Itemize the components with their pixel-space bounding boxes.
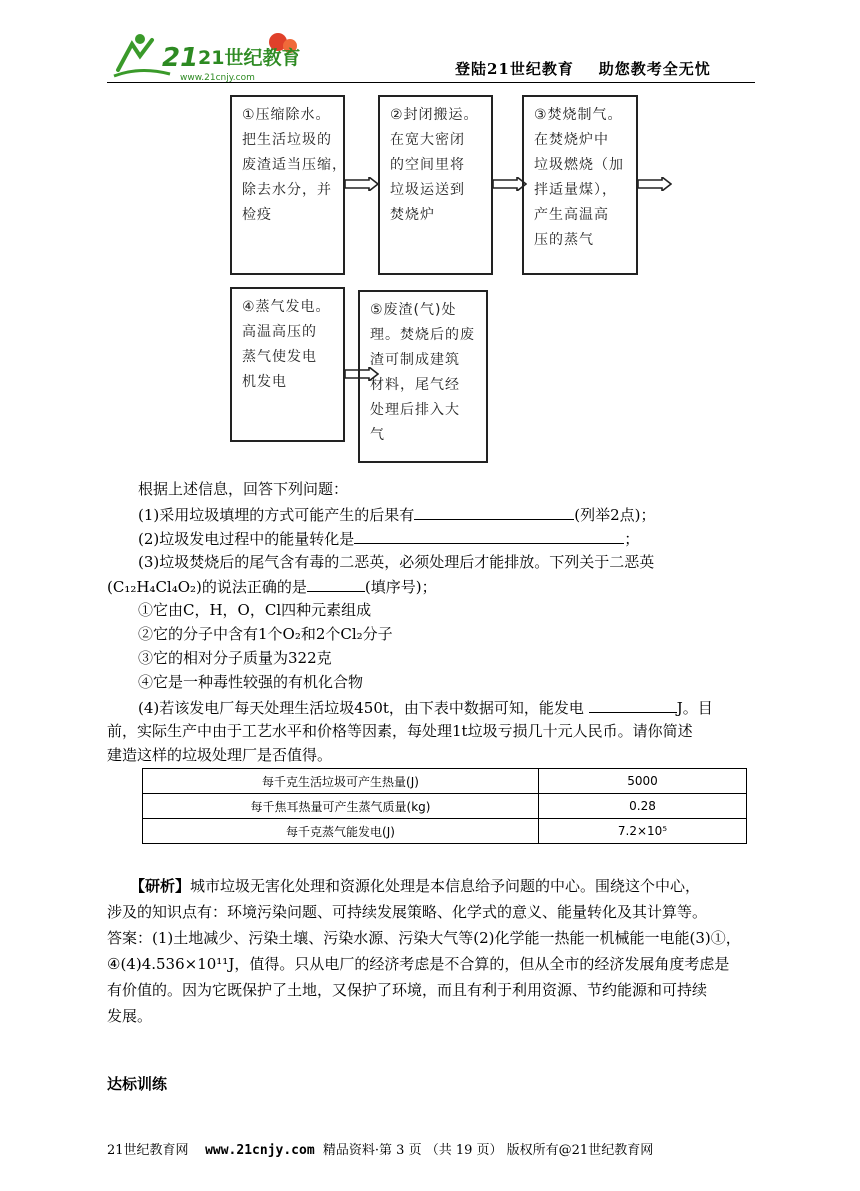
flow-step-residue: [358, 290, 488, 463]
flow-text: 机发电: [242, 374, 287, 390]
table-cell-label: 每千克蒸气能发电(J): [143, 819, 539, 844]
table-cell-value: 0.28: [539, 794, 747, 819]
question-text: (4)若该发电厂每天处理生活垃圾450t，由下表中数据可知，能发电: [138, 699, 584, 717]
question-text: (1)采用垃圾填埋的方式可能产生的后果有: [138, 506, 415, 524]
question-text: J。目: [676, 699, 713, 717]
flow-text: 焚烧炉: [390, 207, 435, 223]
question-text: ；: [624, 530, 640, 548]
flow-text: 处理后排入大: [370, 402, 460, 418]
header-slogan: 登陆21世纪教育 助您教考全无忧: [455, 60, 711, 78]
question-3-cont: [107, 574, 755, 599]
analysis-line: [130, 873, 780, 899]
option-2: ②它的分子中含有1个O₂和2个Cl₂分子: [138, 625, 393, 643]
flow-text: 蒸气使发电: [242, 349, 317, 365]
flow-text: ④蒸气发电。: [242, 299, 331, 315]
question-4: [138, 695, 786, 720]
flow-text: 把生活垃圾的: [242, 132, 332, 148]
question-3: (3)垃圾焚烧后的尾气含有毒的二恶英，必须处理后才能排放。下列关于二恶英: [138, 553, 655, 571]
option-4: ④它是一种毒性较强的有机化合物: [138, 673, 364, 691]
flow-text: 在焚烧炉中: [534, 132, 609, 148]
flow-text: 气: [370, 427, 385, 443]
flow-text: 的空间里将: [390, 157, 465, 173]
answer-blank[interactable]: [414, 502, 574, 520]
answer-blank[interactable]: [354, 526, 624, 544]
flow-step-compress: [230, 95, 345, 275]
table-row: [143, 819, 747, 844]
questions-intro: 根据上述信息，回答下列问题：: [138, 480, 349, 498]
flow-text: 材料，尾气经: [370, 377, 460, 393]
answer-blank[interactable]: [307, 574, 365, 592]
page-footer: [107, 1139, 653, 1158]
flow-step-generate: [230, 287, 345, 442]
flow-text: ③焚烧制气。: [534, 107, 623, 123]
table-row: [143, 794, 747, 819]
flow-text: 渣可制成建筑: [370, 352, 460, 368]
table-cell-label: 每千焦耳热量可产生蒸气质量(kg): [143, 794, 539, 819]
energy-table: [142, 768, 747, 844]
flow-text: 除去水分，并: [242, 182, 332, 198]
section-title: 达标训练: [107, 1075, 168, 1093]
svg-text:21: 21: [162, 43, 199, 73]
svg-text:www.21cnjy.com: www.21cnjy.com: [180, 73, 255, 83]
option-3: ③它的相对分子质量为322克: [138, 649, 332, 667]
table-cell-value: 5000: [539, 769, 747, 794]
question-text: (2)垃圾发电过程中的能量转化是: [138, 530, 355, 548]
flow-step-transport: [378, 95, 493, 275]
flow-text: 垃圾燃烧（加: [534, 157, 624, 173]
flow-text: 拌适量煤），: [534, 182, 617, 198]
footer-site: 21世纪教育网: [107, 1143, 189, 1158]
flow-text: 检疫: [242, 207, 272, 223]
flow-text: ⑤废渣(气)处: [370, 302, 457, 318]
footer-info: 精品资料·第 3 页 （共 19 页） 版权所有@21世纪教育网: [322, 1143, 654, 1158]
question-4-cont: 前，实际生产中由于工艺水平和价格等因素，每处理1t垃圾亏损几十元人民币。请你简述: [107, 722, 693, 740]
table-row: [143, 769, 747, 794]
analysis-tag: 【研析】: [130, 877, 191, 895]
flow-text: 在宽大密闭: [390, 132, 465, 148]
flow-arrow: [345, 177, 379, 191]
question-2: [138, 526, 786, 551]
flow-text: 理。焚烧后的废: [370, 327, 475, 343]
flow-text: 压的蒸气: [534, 232, 594, 248]
analysis-line: 有价值的。因为它既保护了土地，又保护了环境，而且有利于利用资源、节约能源和可持续: [107, 981, 708, 999]
flow-arrow: [638, 177, 672, 191]
question-1: [138, 502, 786, 527]
table-cell-label: 每千克生活垃圾可产生热量(J): [143, 769, 539, 794]
question-text: (C₁₂H₄Cl₄O₂)的说法正确的是: [107, 578, 307, 596]
flow-text: 垃圾运送到: [390, 182, 465, 198]
analysis-line: 发展。: [107, 1007, 153, 1025]
question-text: (填序号)；: [364, 578, 437, 596]
option-1: ①它由C，H，O，Cl四种元素组成: [138, 601, 372, 619]
footer-url[interactable]: www.21cnjy.com: [205, 1143, 315, 1158]
table-cell-value: 7.2×10⁵: [539, 819, 747, 844]
question-4-end: 建造这样的垃圾处理厂是否值得。: [107, 746, 333, 764]
header-divider: [107, 82, 755, 83]
analysis-text: 城市垃圾无害化处理和资源化处理是本信息给予问题的中心。围绕这个中心，: [190, 877, 701, 895]
svg-text:21世纪教育: 21世纪教育: [198, 47, 301, 69]
flow-text: ①压缩除水。: [242, 107, 331, 123]
flow-text: ②封闭搬运。: [390, 107, 479, 123]
flow-text: 产生高温高: [534, 207, 609, 223]
analysis-line: 答案：(1)土地减少、污染土壤、污染水源、污染大气等(2)化学能一热能一机械能一电能(3)①，: [107, 929, 741, 947]
flow-text: 废渣适当压缩，: [242, 157, 347, 173]
question-text: (列举2点)；: [574, 506, 656, 524]
flow-text: 高温高压的: [242, 324, 317, 340]
site-logo: [110, 30, 310, 85]
analysis-line: ④(4)4.536×10¹¹J，值得。只从电厂的经济考虑是不合算的，但从全市的经济发展角度考虑是: [107, 955, 730, 973]
answer-blank[interactable]: [589, 695, 677, 713]
flow-step-incinerate: [522, 95, 638, 275]
analysis-line: 涉及的知识点有：环境污染问题、可持续发展策略、化学式的意义、能量转化及其计算等。: [107, 903, 708, 921]
